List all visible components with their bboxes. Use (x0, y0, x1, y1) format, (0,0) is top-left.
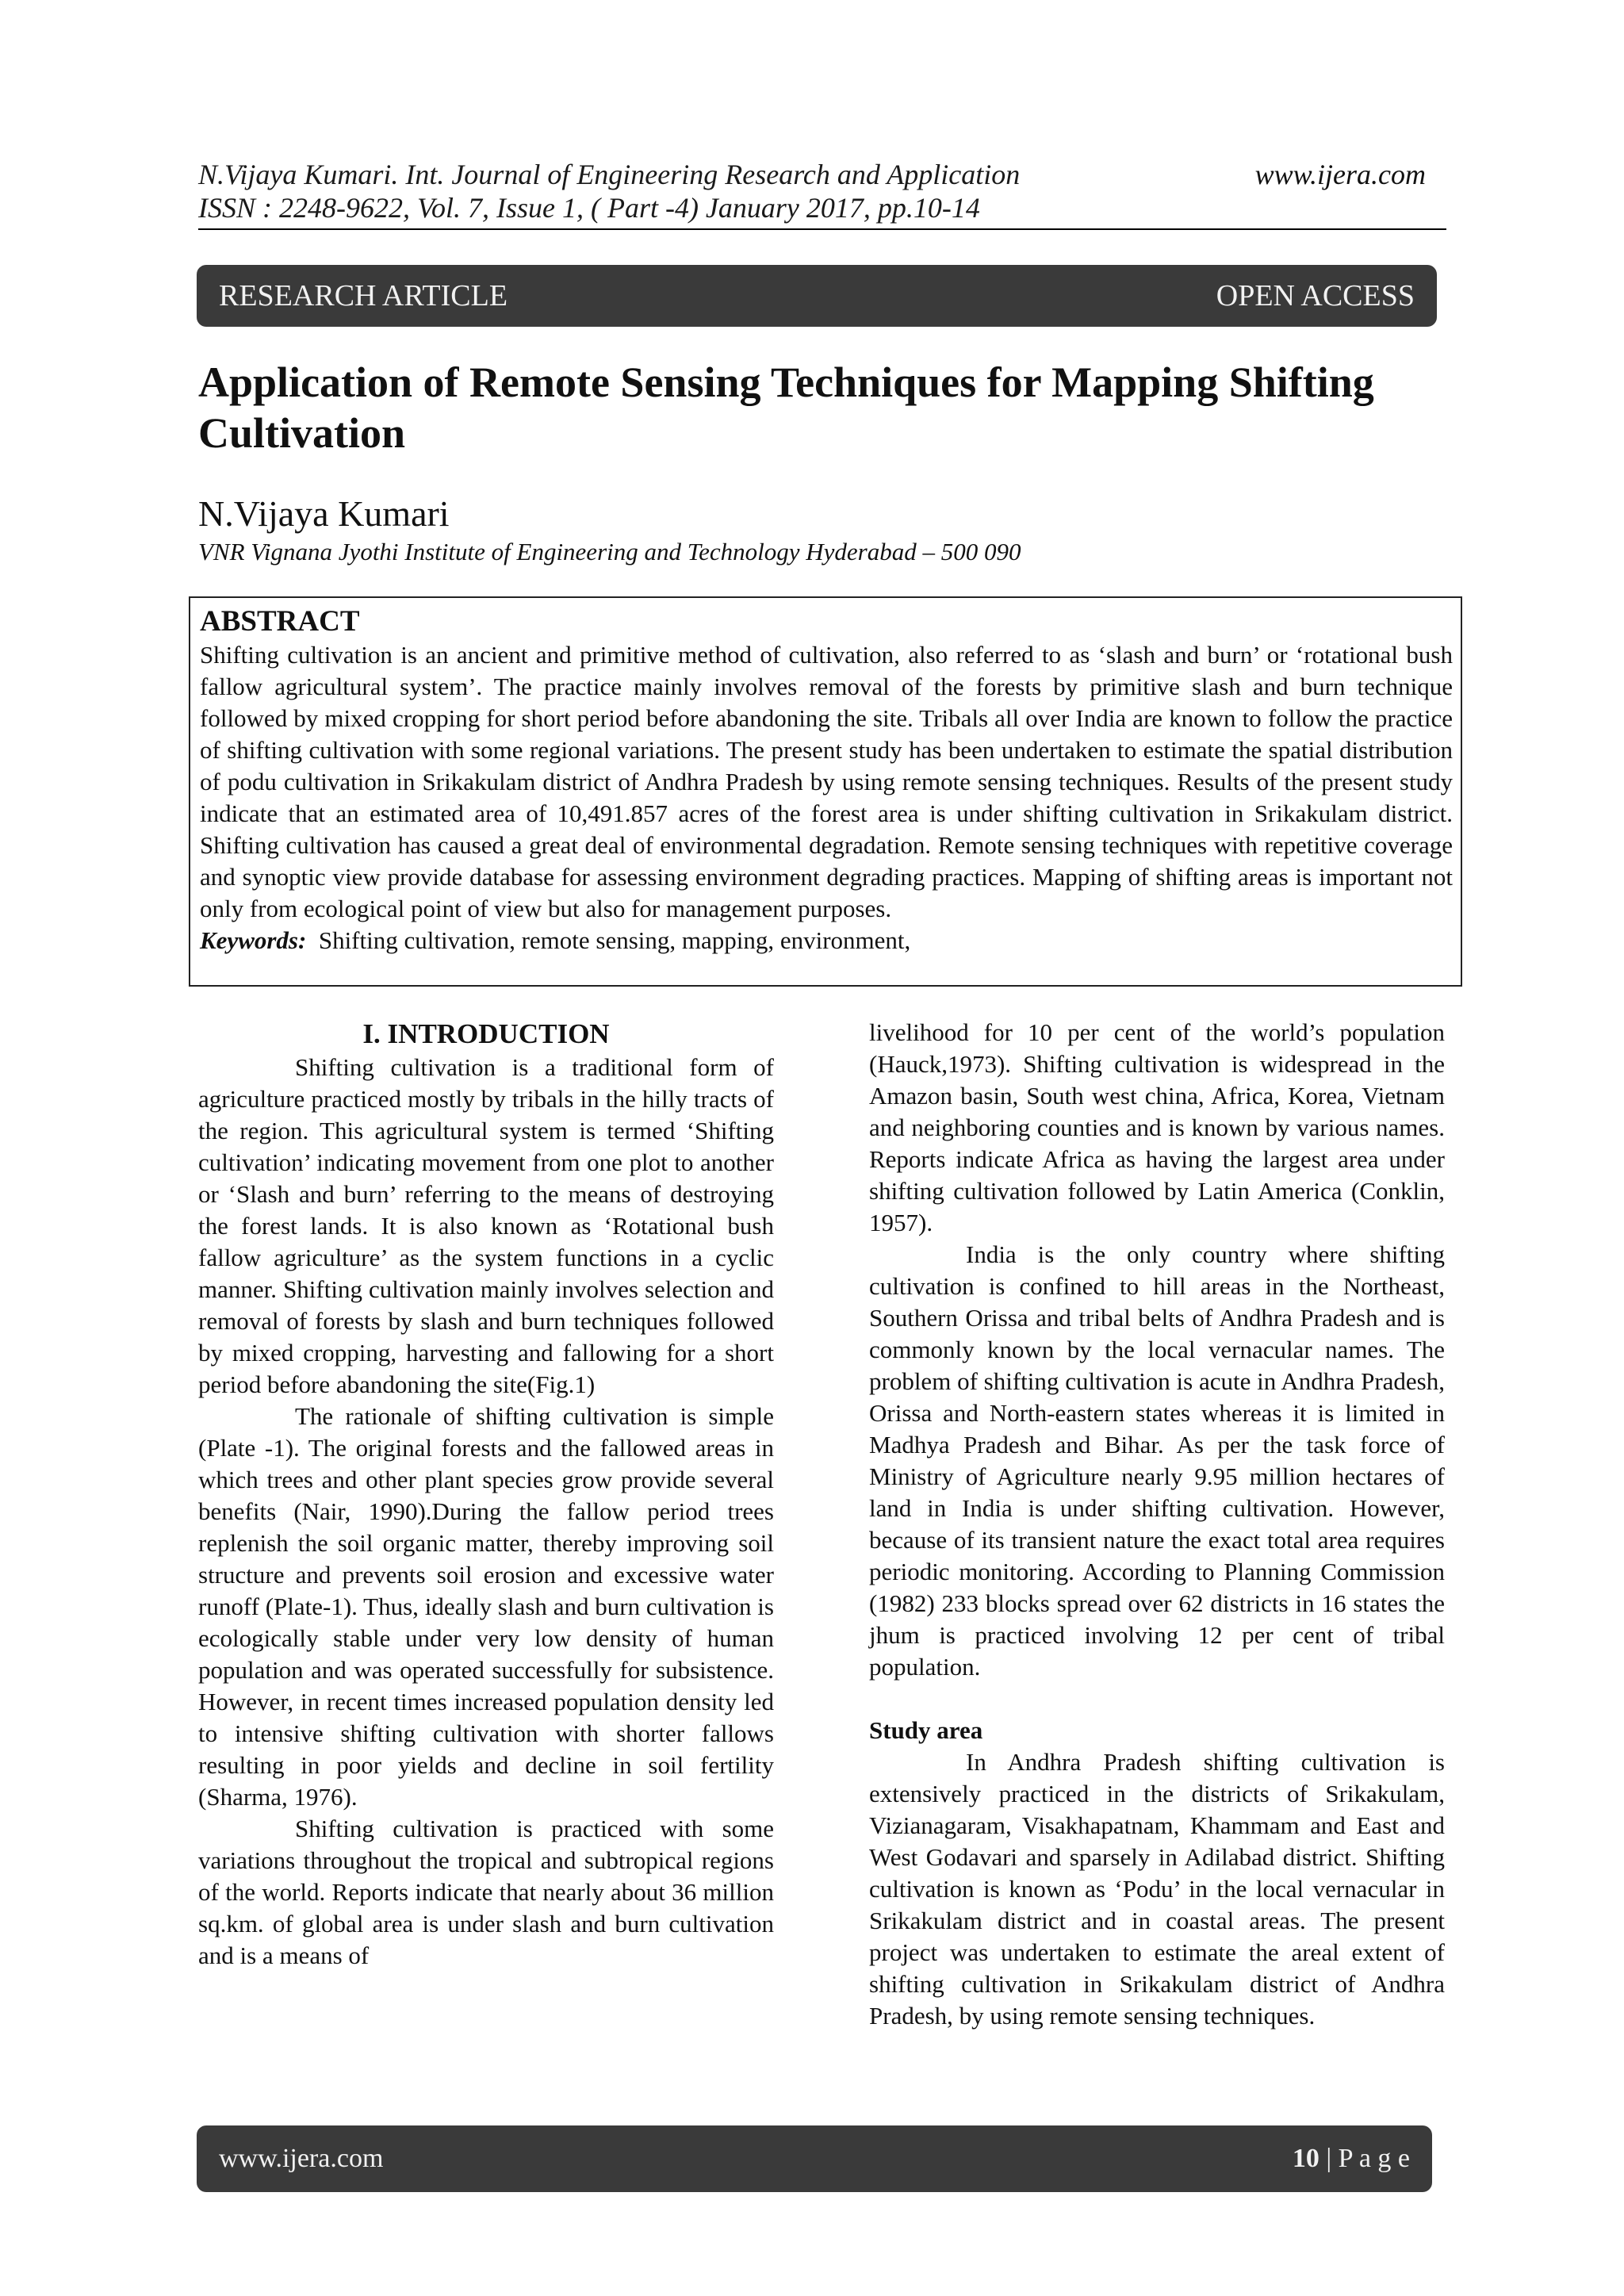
paper-title: Application of Remote Sensing Techniques for Mapping Shifting Cultivation (198, 358, 1374, 457)
left-column (198, 1017, 774, 1972)
journal-citation: N.Vijaya Kumari. Int. Journal of Engineering Research and Application (198, 159, 1021, 190)
intro-paragraph-3: Shifting cultivation is practiced with some variations throughout the tropical and subtropical regions of the world. Reports indicate that nearly about 36 million sq.km. of global area is under slash and burn cultivation and is a means of (198, 1815, 774, 1969)
keywords-label: Keywords: (200, 926, 307, 954)
author-name: N.Vijaya Kumari (198, 493, 450, 534)
issn-line: ISSN : 2248-9622, Vol. 7, Issue 1, ( Part -4) January 2017, pp.10-14 (198, 192, 980, 224)
study-area-heading: Study area (869, 1716, 983, 1744)
page-number: 10 (1292, 2144, 1320, 2173)
open-access-label: OPEN ACCESS (1216, 279, 1415, 312)
keywords-line (200, 925, 1453, 956)
intro-paragraph-1: Shifting cultivation is a traditional form of agriculture practiced mostly by tribals in the hilly tracts of the region. This agricultural system is termed ‘Shifting cultivation’ indicating movement from one plot to another or ‘Slash and burn’ referring to the means of destroying the forest lands. It is also known as ‘Rotational bush fallow agriculture’ as the system functions in a cyclic manner. Shifting cultivation mainly involves selection and removal of forests by slash and burn techniques followed by mixed cropping, harvesting and fallowing for a short period before abandoning the site(Fig.1) (198, 1053, 774, 1398)
research-article-label: RESEARCH ARTICLE (219, 279, 508, 312)
right-column (869, 1017, 1445, 2032)
journal-url[interactable]: www.ijera.com (1254, 159, 1426, 190)
intro-paragraph-5: India is the only country where shifting cultivation is confined to hill areas in the Northeast, Southern Orissa and tribal belts of Andhra Pradesh and is commonly known by the local vernacular names. The problem of shifting cultivation is acute in Andhra Pradesh, Orissa and North-eastern states whereas it is limited in Madhya Pradesh and Bihar. As per the task force of Ministry of Agriculture nearly 9.95 million hectares of land in India is under shifting cultivation. However, because of its transient nature the exact total area requires periodic monitoring. According to Planning Commission (1982) 233 blocks spread over 62 districts in 16 states the jhum is practiced involving 12 per cent of tribal population. (869, 1240, 1445, 1681)
study-area-paragraph: In Andhra Pradesh shifting cultivation is extensively practiced in the districts of Srikakulam, Vizianagaram, Visakhapatnam, Khammam and East and West Godavari and sparsely in Adilabad district. Shifting cultivation is known as ‘Podu’ in the local vernacular in Srikakulam district and in coastal areas. The present project was undertaken to estimate the areal extent of shifting cultivation in Srikakulam district of Andhra Pradesh, by using remote sensing techniques. (869, 1748, 1445, 2030)
intro-paragraph-2: The rationale of shifting cultivation is simple (Plate -1). The original forests and the fallowed areas in which trees and other plant species grow provide several benefits (Nair, 1990).During the fallow period trees replenish the soil organic matter, thereby improving soil structure and prevents soil erosion and excessive water runoff (Plate-1). Thus, ideally slash and burn cultivation is ecologically stable under very low density of human population and was operated successfully for subsistence. However, in recent times increased population density led to intensive shifting cultivation with shorter fallows resulting in poor yields and decline in soil fertility (Sharma, 1976). (198, 1402, 774, 1811)
abstract-box (189, 596, 1462, 987)
keywords-list: Shifting cultivation, remote sensing, mapping, environment, (318, 926, 911, 954)
author-affiliation: VNR Vignana Jyothi Institute of Engineering and Technology Hyderabad – 500 090 (198, 538, 1021, 565)
abstract-heading: ABSTRACT (200, 605, 360, 638)
page-label: | P a g e (1319, 2144, 1410, 2173)
introduction-heading: I. INTRODUCTION (362, 1018, 610, 1049)
footer-url[interactable]: www.ijera.com (219, 2144, 384, 2173)
intro-paragraph-4: livelihood for 10 per cent of the world’s population (Hauck,1973). Shifting cultivation is widespread in the Amazon basin, South west china, Africa, Korea, Vietnam and neighboring counties and is known by various names. Reports indicate Africa as having the largest area under shifting cultivation followed by Latin America (Conklin, 1957). (869, 1018, 1445, 1236)
page-footer (197, 2125, 1432, 2192)
article-type-banner (197, 265, 1437, 327)
header-rule (198, 228, 1446, 230)
page-indicator (1293, 2144, 1410, 2174)
abstract-text: Shifting cultivation is an ancient and primitive method of cultivation, also referred to as ‘slash and burn’ or ‘rotational bush fallow agricultural system’. The practice mainly involves removal of the forests by primitive slash and burn technique followed by mixed cropping for short period before abandoning the site. Tribals all over India are known to follow the practice of shifting cultivation with some regional variations. The present study has been undertaken to estimate the spatial distribution of podu cultivation in Srikakulam district of Andhra Pradesh by using remote sensing techniques. Results of the present study indicate that an estimated area of 10,491.857 acres of the forest area is under shifting cultivation in Srikakulam district. Shifting cultivation has caused a great deal of environmental degradation. Remote sensing techniques with repetitive coverage and synoptic view provide database for assessing environment degrading practices. Mapping of shifting areas is important not only from ecological point of view but also for management purposes. (200, 641, 1453, 922)
